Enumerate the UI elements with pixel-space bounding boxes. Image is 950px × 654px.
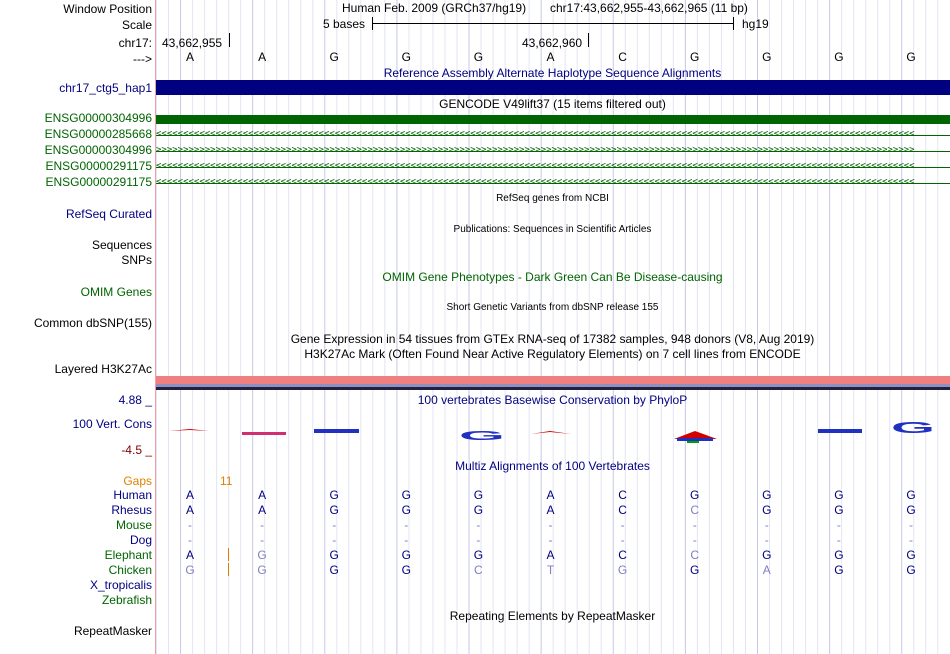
alignment-base: -	[260, 518, 265, 532]
gencode-item-label[interactable]: ENSG00000291175	[45, 175, 152, 189]
h3k27-baseline	[156, 387, 950, 390]
alignment-base: A	[762, 563, 771, 577]
gencode-item-label[interactable]: ENSG00000291175	[45, 159, 152, 173]
scale-text: 5 bases	[323, 17, 366, 31]
alignment-base: -	[836, 518, 841, 532]
species-label: Zebrafish	[101, 593, 152, 607]
alignment-base: A	[258, 488, 267, 502]
alignment-base: G	[329, 563, 339, 577]
phylop-min: -4.5 _	[121, 443, 152, 457]
publications-label[interactable]: Sequences	[91, 238, 152, 252]
alignment-base: -	[548, 533, 553, 547]
reference-base: G	[473, 50, 484, 64]
alignment-base: G	[762, 548, 772, 562]
alignment-base: G	[690, 488, 700, 502]
strand-arrow-label: --->	[133, 52, 152, 66]
phylop-logo-g4: G	[891, 420, 935, 437]
minus-strand-arrows: <<<<<<<<<<<<<<<<<<<<<<<<<<<<<<<<<<<<<<<<<<<<<<<<<<<<<<<<<<<<<<<<<<<<<<<<<<<<<<<<<<<<<<<<<<<<<<<<<<<<<<<<<<<<<<<<<<<<<<<<<<<<<<<<<<<<<<<<<<<<	[156, 162, 915, 171]
alignment-base: -	[404, 533, 409, 547]
coord-left: 43,662,955	[162, 36, 223, 50]
species-label: Mouse	[115, 518, 152, 532]
alignment-base: -	[260, 533, 265, 547]
alignment-base: G	[473, 548, 484, 562]
alignment-base: A	[546, 503, 555, 517]
chr-label: chr17:	[118, 36, 152, 50]
minus-strand-arrows: <<<<<<<<<<<<<<<<<<<<<<<<<<<<<<<<<<<<<<<<<<<<<<<<<<<<<<<<<<<<<<<<<<<<<<<<<<<<<<<<<<<<<<<<<<<<<<<<<<<<<<<<<<<<<<<<<<<<<<<<<<<<<<<<<<<<<<<<<<<<	[156, 130, 915, 139]
multiz-title: Multiz Alignments of 100 Vertebrates	[455, 459, 650, 473]
alignment-base: G	[834, 488, 844, 502]
alignment-base: G	[762, 503, 772, 517]
alignment-base: G	[185, 563, 195, 577]
species-label: Chicken	[108, 563, 152, 577]
coord-mid-tick	[588, 33, 589, 47]
gaps-label: Gaps	[123, 474, 152, 488]
alignment-base: -	[332, 518, 337, 532]
alignment-base: G	[906, 503, 916, 517]
phylop-logo-a2	[242, 432, 286, 435]
dbsnp-title: Short Genetic Variants from dbSNP release 155	[446, 302, 659, 313]
alignment-base: C	[618, 548, 627, 562]
species-label: Dog	[129, 533, 152, 547]
alignment-base: G	[257, 563, 267, 577]
scale-label: Scale	[121, 18, 152, 32]
reference-base: G	[329, 50, 339, 64]
alignment-base: -	[476, 518, 481, 532]
alignment-base: G	[329, 488, 339, 502]
alt-haplo-label[interactable]: chr17_ctg5_hap1	[59, 81, 152, 95]
alignment-base: G	[401, 503, 411, 517]
alignment-base: G	[690, 563, 700, 577]
alignment-base: C	[618, 503, 627, 517]
plus-strand-arrows: >>>>>>>>>>>>>>>>>>>>>>>>>>>>>>>>>>>>>>>>>>>>>>>>>>>>>>>>>>>>>>>>>>>>>>>>>>>>>>>>>>>>>>>>>>>>>>>>>>>>>>>>>>>>>>>>>>>>>>>>>>>>>>>>>>>>>>>>>>>>	[156, 146, 915, 155]
alignment-base: -	[188, 533, 192, 547]
alignment-base: G	[906, 563, 916, 577]
h3k27-signal[interactable]	[156, 376, 950, 384]
phylop-logo-c	[674, 431, 717, 439]
refseq-label[interactable]: RefSeq Curated	[65, 207, 152, 221]
gaps-value: 11	[220, 474, 233, 488]
gencode-title: GENCODE V49lift37 (15 items filtered out)	[439, 97, 666, 111]
alignment-base: -	[909, 518, 913, 532]
species-label: Elephant	[104, 548, 152, 562]
alignment-base: A	[185, 503, 194, 517]
gencode-item-track[interactable]	[156, 178, 950, 188]
alignment-base: C	[690, 503, 700, 517]
omim-title: OMIM Gene Phenotypes - Dark Green Can Be Disease-causing	[382, 270, 723, 284]
species-label: Human	[113, 488, 152, 502]
alignment-base: G	[329, 503, 339, 517]
alignment-base: G	[473, 488, 484, 502]
reference-base: A	[185, 50, 194, 64]
alt-haplo-bar[interactable]	[156, 80, 950, 95]
window-position-label: Window Position	[63, 2, 152, 16]
reference-base: G	[762, 50, 772, 64]
alignment-base: G	[906, 488, 916, 502]
alignment-base: A	[185, 548, 194, 562]
species-label: Rhesus	[111, 503, 152, 517]
alignment-base: -	[909, 533, 913, 547]
alignment-base: -	[692, 533, 697, 547]
alignment-base: G	[257, 548, 267, 562]
alignment-base: A	[185, 488, 194, 502]
omim-label[interactable]: OMIM Genes	[80, 285, 152, 299]
gencode-item-track[interactable]	[156, 115, 950, 124]
scale-bar-right-tick	[733, 17, 734, 30]
alignment-base: A	[546, 488, 555, 502]
alignment-base: C	[690, 548, 700, 562]
db-text: hg19	[742, 17, 769, 31]
phylop-logo-g1	[314, 429, 359, 433]
alignment-base: G	[473, 503, 484, 517]
alignment-base: -	[620, 518, 625, 532]
alignment-base: C	[618, 488, 627, 502]
alignment-base: -	[188, 518, 192, 532]
alignment-base: G	[329, 548, 339, 562]
assembly-text: Human Feb. 2009 (GRCh37/hg19)	[342, 1, 527, 15]
alignment-base: G	[762, 488, 772, 502]
reference-base: A	[546, 50, 555, 64]
alignment-base: G	[906, 548, 916, 562]
phylop-title: 100 vertebrates Basewise Conservation by PhyloP	[417, 393, 688, 407]
position-text[interactable]: chr17:43,662,955-43,662,965 (11 bp)	[550, 1, 748, 15]
reference-base: C	[618, 50, 627, 64]
gencode-item-track[interactable]	[156, 146, 950, 156]
species-label: X_tropicalis	[89, 578, 152, 592]
alignment-base: G	[834, 548, 844, 562]
alignment-base: -	[836, 533, 841, 547]
gencode-item-label[interactable]: ENSG00000285668	[44, 127, 152, 141]
alignment-base: G	[834, 503, 844, 517]
phylop-logo-a1	[169, 429, 209, 431]
phylop-logo-c2	[677, 438, 713, 441]
gencode-item-label[interactable]: ENSG00000304996	[44, 143, 152, 157]
phylop-logo-a3	[531, 431, 571, 434]
phylop-label[interactable]: 100 Vert. Cons	[72, 417, 152, 431]
gencode-item-track[interactable]	[156, 162, 950, 172]
reference-base: G	[906, 50, 916, 64]
gap-mark-chicken	[228, 563, 229, 576]
repeatmasker-title: Repeating Elements by RepeatMasker	[449, 609, 656, 623]
repeatmasker-label[interactable]: RepeatMasker	[73, 624, 152, 638]
alignment-base: -	[404, 518, 409, 532]
h3k27-label[interactable]: Layered H3K27Ac	[54, 362, 152, 376]
phylop-logo-c3	[687, 441, 699, 443]
alt-haplo-title: Reference Assembly Alternate Haplotype Sequence Alignments	[383, 66, 722, 80]
gencode-item-track[interactable]	[156, 130, 950, 140]
snps-label[interactable]: SNPs	[121, 253, 152, 267]
alignment-base: G	[617, 563, 628, 577]
alignment-base: -	[764, 533, 769, 547]
alignment-base: -	[620, 533, 625, 547]
reference-base: G	[401, 50, 411, 64]
reference-base: G	[690, 50, 700, 64]
alignment-base: -	[764, 518, 769, 532]
phylop-max: 4.88 _	[118, 393, 152, 407]
gtex-title: Gene Expression in 54 tissues from GTEx RNA-seq of 17382 samples, 948 donors (V8, Aug 2019)	[290, 332, 815, 346]
dbsnp-label[interactable]: Common dbSNP(155)	[33, 316, 152, 330]
alignment-base: C	[474, 563, 483, 577]
reference-base: A	[258, 50, 267, 64]
alignment-base: -	[476, 533, 481, 547]
coord-left-tick	[229, 33, 230, 47]
alignment-base: G	[401, 548, 411, 562]
minus-strand-arrows: <<<<<<<<<<<<<<<<<<<<<<<<<<<<<<<<<<<<<<<<<<<<<<<<<<<<<<<<<<<<<<<<<<<<<<<<<<<<<<<<<<<<<<<<<<<<<<<<<<<<<<<<<<<<<<<<<<<<<<<<<<<<<<<<<<<<<<<<<<<<	[156, 178, 915, 187]
h3k27-title: H3K27Ac Mark (Often Found Near Active Regulatory Elements) on 7 cell lines from ENCODE	[304, 347, 801, 361]
reference-base: G	[834, 50, 844, 64]
scale-bar	[372, 23, 733, 24]
refseq-title: RefSeq genes from NCBI	[496, 193, 609, 204]
alignment-base: G	[401, 563, 411, 577]
alignment-base: -	[692, 518, 697, 532]
phylop-logo-g3	[818, 429, 862, 433]
alignment-base: T	[546, 563, 555, 577]
alignment-base: -	[548, 518, 553, 532]
phylop-logos	[155, 418, 950, 444]
alignment-base: G	[834, 563, 844, 577]
alignment-base: A	[546, 548, 555, 562]
alignment-base: -	[332, 533, 337, 547]
gencode-item-label[interactable]: ENSG00000304996	[44, 111, 152, 125]
gap-mark-elephant	[228, 548, 229, 561]
alignment-base: G	[401, 488, 411, 502]
phylop-logo-g2: G	[459, 428, 505, 443]
alignment-base: A	[258, 503, 267, 517]
publications-title: Publications: Sequences in Scientific Articles	[453, 224, 652, 235]
coord-mid: 43,662,960	[522, 36, 583, 50]
